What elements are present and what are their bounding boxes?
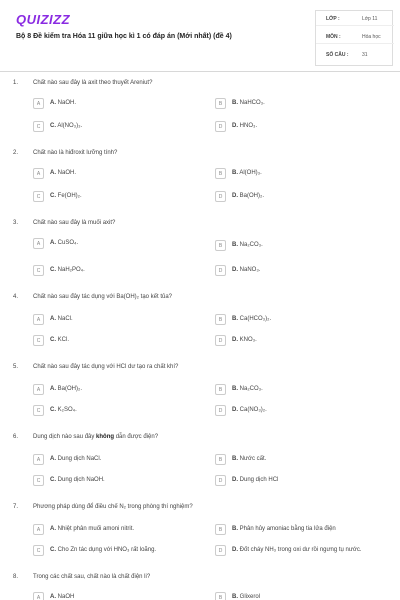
question-number: 2. [13,150,19,156]
option-label: A. [50,170,56,176]
option-letter: C [33,191,44,202]
option-text [232,477,278,483]
option-value: Glixerol [239,594,261,600]
option-letter: D [215,405,226,416]
option-text [50,407,77,413]
option-value: Al(NO₃)₃. [57,123,83,129]
option-text [232,123,257,129]
option-text [232,100,265,106]
question-text: Phương pháp dùng để điều chế N₂ trong phòng thí nghiệm? [33,504,193,510]
option-label: B. [232,594,238,600]
question-number: 6. [13,434,19,440]
question-text: Chất nào là hiđroxit lưỡng tính? [33,150,118,156]
option-text [50,100,76,106]
option-value: Al(OH)₃. [239,170,262,176]
option-label: B. [232,456,238,462]
option-letter: B [215,168,226,179]
option-text [50,477,105,483]
option-label: A. [50,386,56,392]
option-label: C. [50,337,56,343]
option-label: D. [232,123,238,129]
option-text [50,547,156,553]
option-letter: C [33,265,44,276]
option-letter: B [215,384,226,395]
option-value: KNO₃. [239,337,257,343]
option-value: HNO₃. [239,123,258,129]
option-value: Dung dịch HCl [239,477,279,483]
option-label: B. [232,242,238,248]
question-text: Chất nào sau đây là axit theo thuyết Areniut? [33,80,153,86]
option-letter: B [215,454,226,465]
option-text [50,386,82,392]
info-value: Hóa học [362,34,381,40]
option-label: C. [50,547,56,553]
option-label: D. [232,267,238,273]
option-text [50,267,85,273]
option-text [50,240,78,246]
option-letter: B [215,524,226,535]
option-value: NaOH. [57,170,77,176]
question-text: Chất nào sau đây tác dụng với Ba(OH)₂ tạo kết tủa? [33,294,173,300]
option-letter: B [215,592,226,600]
info-label: MÔN : [326,34,341,40]
option-letter: D [215,475,226,486]
option-text [50,123,82,129]
option-text [232,386,263,392]
option-label: C. [50,123,56,129]
option-letter: A [33,314,44,325]
info-value: 31 [362,52,368,58]
info-row-count [316,47,394,62]
option-label: C. [50,267,56,273]
option-letter: A [33,454,44,465]
option-value: NaOH. [57,100,77,106]
option-value: NaHCO₃. [239,100,265,106]
question-number: 8. [13,574,19,580]
option-value: NaCl. [57,316,73,322]
option-letter: C [33,475,44,486]
question-text: Chất nào sau đây tác dụng với HCl dư tạo ra chất khí? [33,364,179,370]
info-value: Lớp 11 [362,16,378,22]
document-header [0,0,400,72]
option-label: C. [50,477,56,483]
option-value: Na₂CO₃. [239,242,263,248]
option-letter: B [215,98,226,109]
option-value: Dung dịch NaOH. [57,477,105,483]
option-text [50,456,101,462]
option-label: B. [232,386,238,392]
option-letter: B [215,240,226,251]
question-number: 4. [13,294,19,300]
option-label: B. [232,316,238,322]
option-label: A. [50,526,56,532]
option-label: A. [50,456,56,462]
info-label: LỚP : [326,16,340,22]
option-value: Ca(NO₃)₂. [239,407,267,413]
question-text-emphasis: không [96,434,115,440]
option-value: Nước cất. [239,456,267,462]
option-text [232,337,257,343]
option-text [232,267,260,273]
option-value: K₂SO₄. [57,407,77,413]
option-text [232,407,267,413]
info-label: SỐ CÂU : [326,52,349,58]
option-text [232,242,263,248]
option-letter: D [215,121,226,132]
option-text [232,526,336,532]
question-text: Chất nào sau đây là muối axit? [33,220,116,226]
option-text [232,316,271,322]
question-text [33,434,158,440]
option-label: A. [50,240,56,246]
option-letter: C [33,545,44,556]
option-text [232,594,260,600]
option-value: CuSO₄. [57,240,79,246]
question-number: 1. [13,80,19,86]
question-number: 7. [13,504,19,510]
option-letter: C [33,121,44,132]
option-letter: D [215,545,226,556]
option-text [50,594,74,600]
option-text [50,337,69,343]
option-letter: A [33,592,44,600]
option-text [50,526,134,532]
option-letter: A [33,524,44,535]
option-text [232,547,362,553]
option-letter: D [215,191,226,202]
option-text [50,193,82,199]
option-text [232,193,264,199]
option-value: KCl. [57,337,70,343]
option-label: C. [50,407,56,413]
option-value: Na₂CO₃. [239,386,263,392]
option-label: B. [232,100,238,106]
option-letter: D [215,265,226,276]
option-letter: B [215,314,226,325]
option-label: B. [232,170,238,176]
option-letter: A [33,238,44,249]
info-row-subject [316,29,394,44]
info-box [315,10,393,66]
option-label: A. [50,100,56,106]
option-letter: A [33,384,44,395]
option-letter: C [33,335,44,346]
info-row-class [316,11,394,26]
option-value: NaOH [57,594,75,600]
option-label: A. [50,316,56,322]
option-text [50,316,73,322]
option-value: NaH₂PO₄. [57,267,85,273]
option-label: D. [232,477,238,483]
option-letter: A [33,98,44,109]
option-label: D. [232,547,238,553]
option-value: Ba(OH)₂. [239,193,265,199]
option-value: Dung dịch NaCl. [57,456,102,462]
document-title: Bộ 8 Đề kiểm tra Hóa 11 giữa học kì 1 có đáp án (Mới nhất) (đề 4) [16,33,232,40]
option-label: B. [232,526,238,532]
question-number: 3. [13,220,19,226]
question-text: Trong các chất sau, chất nào là chất điện li? [33,574,151,580]
option-value: Ba(OH)₂. [57,386,83,392]
option-letter: A [33,168,44,179]
option-letter: C [33,405,44,416]
option-text [50,170,76,176]
option-value: Nhiệt phân muối amoni nitrit. [57,526,135,532]
option-label: C. [50,193,56,199]
option-text [232,456,266,462]
option-value: Fe(OH)₂. [57,193,82,199]
question-text-part: dẫn được điện? [114,434,159,440]
option-label: A. [50,594,56,600]
question-number: 5. [13,364,19,370]
quizizz-logo: QUIZIZZ [16,12,71,27]
option-value: Đốt cháy NH₃ trong oxi dư rồi ngưng tụ nước. [239,547,362,553]
option-letter: D [215,335,226,346]
option-value: Cho Zn tác dụng với HNO₃ rất loãng. [57,547,157,553]
option-label: D. [232,407,238,413]
option-value: Ca(HCO₃)₂. [239,316,272,322]
option-value: NaNO₃. [239,267,261,273]
option-text [232,170,262,176]
option-label: D. [232,193,238,199]
option-label: D. [232,337,238,343]
question-text-part: Dung dịch nào sau đây [33,434,97,440]
option-value: Phân hủy amoniac bằng tia lửa điện [239,526,336,532]
